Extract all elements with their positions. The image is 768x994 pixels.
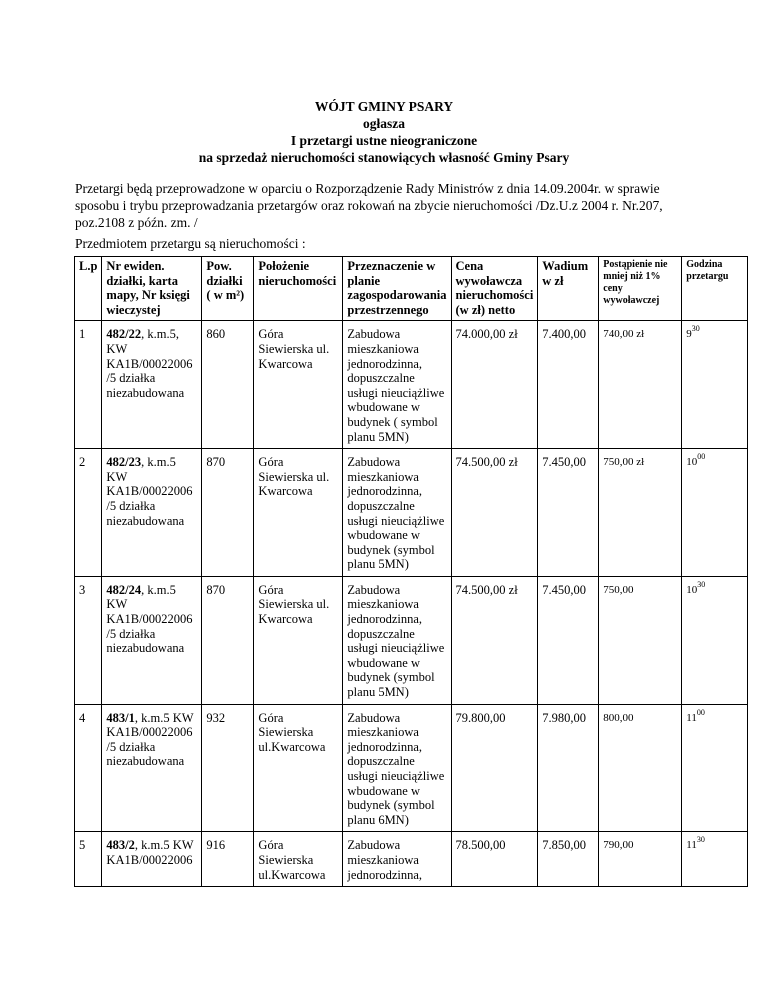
cell-deposit: 7.400,00 (538, 321, 599, 449)
announcement-title (0, 98, 768, 166)
cell-location: Góra Siewierska ul. Kwarcowa (254, 576, 343, 704)
cell-area: 860 (202, 321, 254, 449)
parcel-number: 482/22 (106, 327, 142, 342)
cell-price: 78.500,00 (451, 832, 538, 887)
parcel-details: , k.m.5 KW KA1B/00022006 /5 działka niezabudowana (106, 582, 193, 656)
parcel-number: 482/24 (106, 582, 142, 597)
header-parcel: Nr ewiden. działki, karta mapy, Nr księgi wieczystej (102, 257, 202, 321)
cell-parcel (102, 576, 202, 704)
header-purpose: Przeznaczenie w planie zagospodarowania przestrzennego (343, 257, 451, 321)
cell-step: 740,00 zł (599, 321, 682, 449)
title-authority: WÓJT GMINY PSARY (314, 99, 454, 114)
parcel-details: , k.m.5, KW KA1B/00022006 /5 działka niezabudowana (106, 327, 193, 400)
cell-location: Góra Siewierska ul. Kwarcowa (254, 449, 343, 577)
cell-location: Góra Siewierska ul. Kwarcowa (254, 321, 343, 449)
header-lp: L.p (75, 257, 102, 321)
hour-value: 9 (686, 328, 692, 341)
cell-price: 74.000,00 zł (451, 321, 538, 449)
parcel-number: 482/23 (106, 455, 142, 470)
header-deposit: Wadium w zł (538, 257, 599, 321)
cell-hour (682, 449, 748, 577)
parcel-details: , k.m.5 KW KA1B/00022006 /5 działka niezabudowana (106, 710, 194, 769)
cell-purpose: Zabudowa mieszkaniowa jednorodzinna, dopuszczalne usługi nieuciążliwe wbudowane w budynek (symbol planu 5MN) (343, 576, 451, 704)
title-announces: ogłasza (363, 116, 405, 131)
parcel-number: 483/1 (106, 710, 135, 725)
cell-deposit: 7.850,00 (538, 832, 599, 887)
table-row (75, 449, 748, 577)
cell-parcel (102, 832, 202, 887)
cell-parcel (102, 449, 202, 577)
property-table (74, 256, 748, 887)
cell-price: 74.500,00 zł (451, 449, 538, 577)
header-step: Postąpienie nie mniej niż 1% ceny wywoławczej (599, 257, 682, 321)
table-row (75, 832, 748, 887)
header-price: Cena wywoławcza nieruchomości (w zł) netto (451, 257, 538, 321)
parcel-details: , k.m.5 KW KA1B/00022006 (106, 838, 194, 867)
title-subject: na sprzedaż nieruchomości stanowiących własność Gminy Psary (198, 150, 570, 165)
cell-area: 916 (202, 832, 254, 887)
cell-step: 750,00 (599, 576, 682, 704)
cell-parcel (102, 704, 202, 832)
hour-value: 10 (686, 456, 698, 469)
cell-step: 750,00 zł (599, 449, 682, 577)
cell-purpose: Zabudowa mieszkaniowa jednorodzinna, dopuszczalne usługi nieuciążliwe wbudowane w budynek (symbol planu 6MN) (343, 704, 451, 832)
parcel-details: , k.m.5 KW KA1B/00022006 /5 działka niezabudowana (106, 455, 193, 528)
cell-area: 870 (202, 449, 254, 577)
cell-location: Góra Siewierska ul.Kwarcowa (254, 704, 343, 832)
table-row (75, 576, 748, 704)
table-row (75, 321, 748, 449)
cell-step: 800,00 (599, 704, 682, 832)
cell-purpose: Zabudowa mieszkaniowa jednorodzinna, dopuszczalne usługi nieuciążliwe wbudowane w budynek (symbol planu 5MN) (343, 449, 451, 577)
cell-hour (682, 576, 748, 704)
cell-lp: 5 (75, 832, 102, 887)
header-area: Pow. działki ( w m²) (202, 257, 254, 321)
cell-price: 79.800,00 (451, 704, 538, 832)
subject-label: Przedmiotem przetargu są nieruchomości : (75, 236, 306, 251)
minute-value: 00 (696, 707, 705, 717)
minute-value: 00 (697, 452, 706, 462)
cell-purpose: Zabudowa mieszkaniowa jednorodzinna, (343, 832, 451, 887)
minute-value: 30 (697, 579, 706, 589)
cell-purpose: Zabudowa mieszkaniowa jednorodzinna, dopuszczalne usługi nieuciążliwe wbudowane w budynek ( symbol planu 5MN) (343, 321, 451, 449)
header-location: Położenie nieruchomości (254, 257, 343, 321)
cell-hour (682, 704, 748, 832)
cell-step: 790,00 (599, 832, 682, 887)
cell-parcel (102, 321, 202, 449)
cell-lp: 2 (75, 449, 102, 577)
cell-lp: 3 (75, 576, 102, 704)
cell-hour (682, 832, 748, 887)
minute-value: 30 (696, 835, 705, 845)
table-row (75, 704, 748, 832)
cell-price: 74.500,00 zł (451, 576, 538, 704)
title-tender-type: I przetargi ustne nieograniczone (290, 133, 478, 148)
cell-location: Góra Siewierska ul.Kwarcowa (254, 832, 343, 887)
hour-value: 11 (686, 711, 697, 724)
table-header-row (75, 257, 748, 321)
minute-value: 30 (691, 324, 700, 334)
cell-deposit: 7.450,00 (538, 449, 599, 577)
parcel-number: 483/2 (106, 838, 135, 853)
hour-value: 10 (686, 583, 698, 596)
cell-area: 870 (202, 576, 254, 704)
legal-basis-paragraph: Przetargi będą przeprowadzone w oparciu o Rozporządzenie Rady Ministrów z dnia 14.09.2004r. w sprawie sposobu i trybu przeprowadzania przetargów oraz rokowań na zbycie nieruchomości /Dz.U.z 2004 r. Nr.207, poz.2108 z późn. zm. / (75, 181, 663, 230)
cell-deposit: 7.980,00 (538, 704, 599, 832)
cell-area: 932 (202, 704, 254, 832)
cell-lp: 4 (75, 704, 102, 832)
cell-hour (682, 321, 748, 449)
cell-lp: 1 (75, 321, 102, 449)
hour-value: 11 (686, 839, 697, 852)
cell-deposit: 7.450,00 (538, 576, 599, 704)
header-hour: Godzina przetargu (682, 257, 748, 321)
